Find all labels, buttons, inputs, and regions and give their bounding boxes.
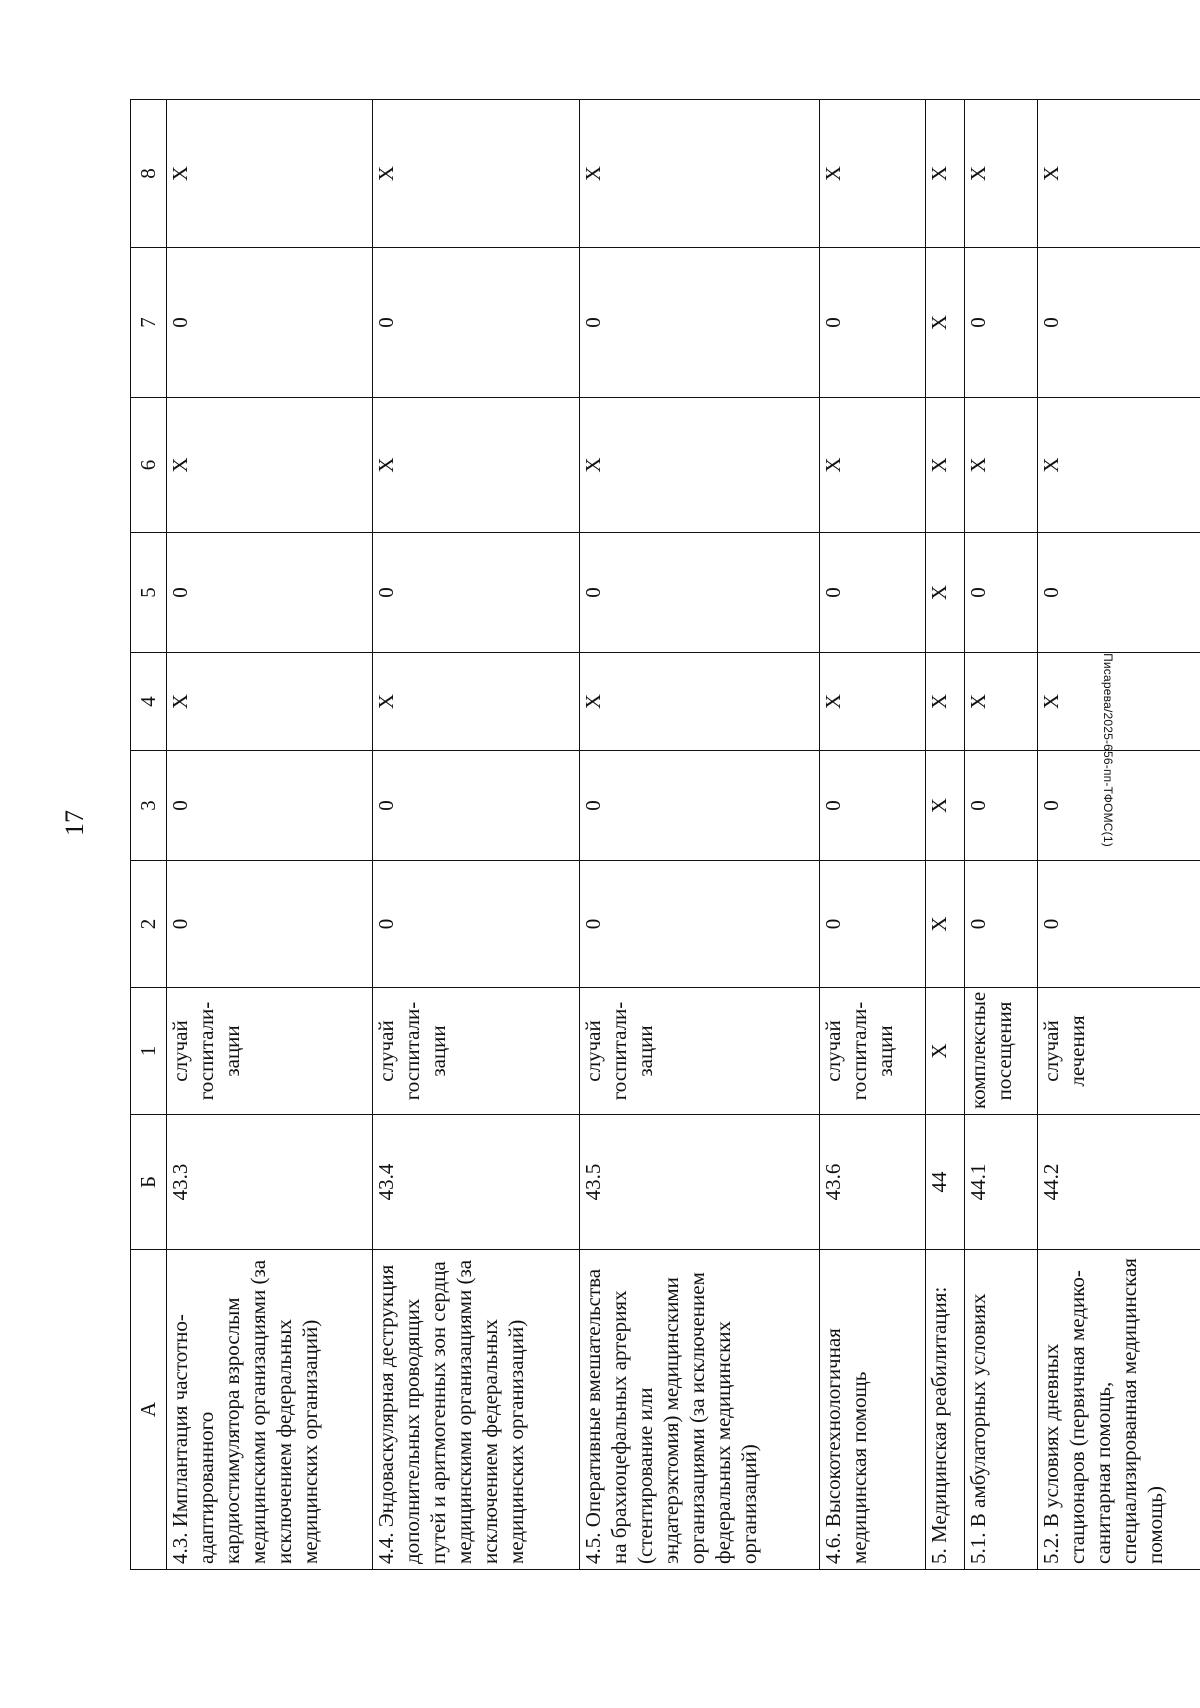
col-header-a: А: [131, 1250, 167, 1570]
cell-col-2: 0: [373, 861, 580, 988]
cell-col-5: 0: [965, 533, 1037, 653]
cell-col-8: X: [1037, 100, 1200, 248]
row-unit: случай госпитали-зации: [579, 988, 820, 1115]
col-header-b: Б: [131, 1115, 167, 1250]
cell-col-7: 0: [820, 248, 925, 398]
col-header-1: 1: [131, 988, 167, 1115]
document-footer: Писарева/2025-656-пп-ТФОМС(1): [1101, 653, 1115, 847]
cell-col-6: X: [1037, 398, 1200, 533]
cell-col-2: 0: [820, 861, 925, 988]
cell-col-8: X: [925, 100, 964, 248]
cell-col-4: X: [820, 653, 925, 751]
col-header-3: 3: [131, 751, 167, 861]
table-row: [925, 100, 964, 1570]
cell-col-2: 0: [579, 861, 820, 988]
cell-col-4: X: [166, 653, 373, 751]
row-unit: случай госпитали-зации: [373, 988, 580, 1115]
cell-col-7: 0: [166, 248, 373, 398]
row-unit: X: [925, 988, 964, 1115]
row-label: 5.1. В амбулаторных условиях: [965, 1250, 1037, 1570]
row-unit: комплексные посещения: [965, 988, 1037, 1115]
row-label: 4.5. Оперативные вмешательства на брахиоцефальных артериях (стентирование или эндатерэктомия) медицинскими организациями (за исключением федеральных медицинских организаций): [579, 1250, 820, 1570]
cell-col-7: X: [925, 248, 964, 398]
cell-col-6: X: [373, 398, 580, 533]
row-code: 44.1: [965, 1115, 1037, 1250]
cell-col-8: X: [579, 100, 820, 248]
row-unit: случай лечения: [1037, 988, 1200, 1115]
data-table: [130, 99, 1200, 1570]
row-label: 5.2. В условиях дневных стационаров (первичная медико-санитарная помощь, специализированная медицинская помощь): [1037, 1250, 1200, 1570]
row-code: 43.4: [373, 1115, 580, 1250]
cell-col-5: X: [925, 533, 964, 653]
cell-col-7: 0: [1037, 248, 1200, 398]
cell-col-4: X: [965, 653, 1037, 751]
cell-col-5: 0: [373, 533, 580, 653]
cell-col-2: X: [925, 861, 964, 988]
row-label: 4.3. Имплантация частотно-адаптированного кардиостимулятора взрослым медицинскими организациями (за исключением федеральных медицинских организаций): [166, 1250, 373, 1570]
cell-col-7: 0: [373, 248, 580, 398]
table-row: [1037, 100, 1200, 1570]
row-unit: случай госпитали-зации: [166, 988, 373, 1115]
cell-col-2: 0: [965, 861, 1037, 988]
cell-col-3: 0: [579, 751, 820, 861]
row-label: 4.4. Эндоваскулярная деструкция дополнительных проводящих путей и аритмогенных зон сердца медицинскими организациями (за исключением федеральных медицинских организаций): [373, 1250, 580, 1570]
cell-col-5: 0: [1037, 533, 1200, 653]
row-unit: случай госпитали-зации: [820, 988, 925, 1115]
cell-col-8: X: [820, 100, 925, 248]
cell-col-6: X: [820, 398, 925, 533]
cell-col-8: X: [166, 100, 373, 248]
col-header-8: 8: [131, 100, 167, 248]
cell-col-2: 0: [166, 861, 373, 988]
cell-col-4: X: [925, 653, 964, 751]
cell-col-3: 0: [373, 751, 580, 861]
cell-col-6: X: [925, 398, 964, 533]
table-row: [965, 100, 1037, 1570]
row-code: 43.6: [820, 1115, 925, 1250]
cell-col-4: X: [373, 653, 580, 751]
cell-col-7: 0: [965, 248, 1037, 398]
cell-col-6: X: [965, 398, 1037, 533]
cell-col-3: 0: [166, 751, 373, 861]
cell-col-5: 0: [579, 533, 820, 653]
page-number: 17: [60, 810, 89, 836]
cell-col-6: X: [579, 398, 820, 533]
cell-col-5: 0: [820, 533, 925, 653]
row-code: 43.3: [166, 1115, 373, 1250]
cell-col-3: X: [925, 751, 964, 861]
cell-col-7: 0: [579, 248, 820, 398]
cell-col-8: X: [965, 100, 1037, 248]
cell-col-4: X: [1037, 653, 1200, 751]
row-code: 44: [925, 1115, 964, 1250]
cell-col-3: 0: [965, 751, 1037, 861]
col-header-6: 6: [131, 398, 167, 533]
header-row: [131, 100, 167, 1570]
table-row: [820, 100, 925, 1570]
table-row: [166, 100, 373, 1570]
table-container: [130, 100, 1200, 1570]
col-header-4: 4: [131, 653, 167, 751]
row-label: 5. Медицинская реабилитация:: [925, 1250, 964, 1570]
cell-col-2: 0: [1037, 861, 1200, 988]
cell-col-6: X: [166, 398, 373, 533]
col-header-5: 5: [131, 533, 167, 653]
row-code: 43.5: [579, 1115, 820, 1250]
cell-col-3: 0: [1037, 751, 1200, 861]
col-header-2: 2: [131, 861, 167, 988]
table-row: [373, 100, 580, 1570]
col-header-7: 7: [131, 248, 167, 398]
table-row: [579, 100, 820, 1570]
cell-col-3: 0: [820, 751, 925, 861]
cell-col-8: X: [373, 100, 580, 248]
row-label: 4.6. Высокотехнологичная медицинская помощь: [820, 1250, 925, 1570]
row-code: 44.2: [1037, 1115, 1200, 1250]
cell-col-4: X: [579, 653, 820, 751]
cell-col-5: 0: [166, 533, 373, 653]
